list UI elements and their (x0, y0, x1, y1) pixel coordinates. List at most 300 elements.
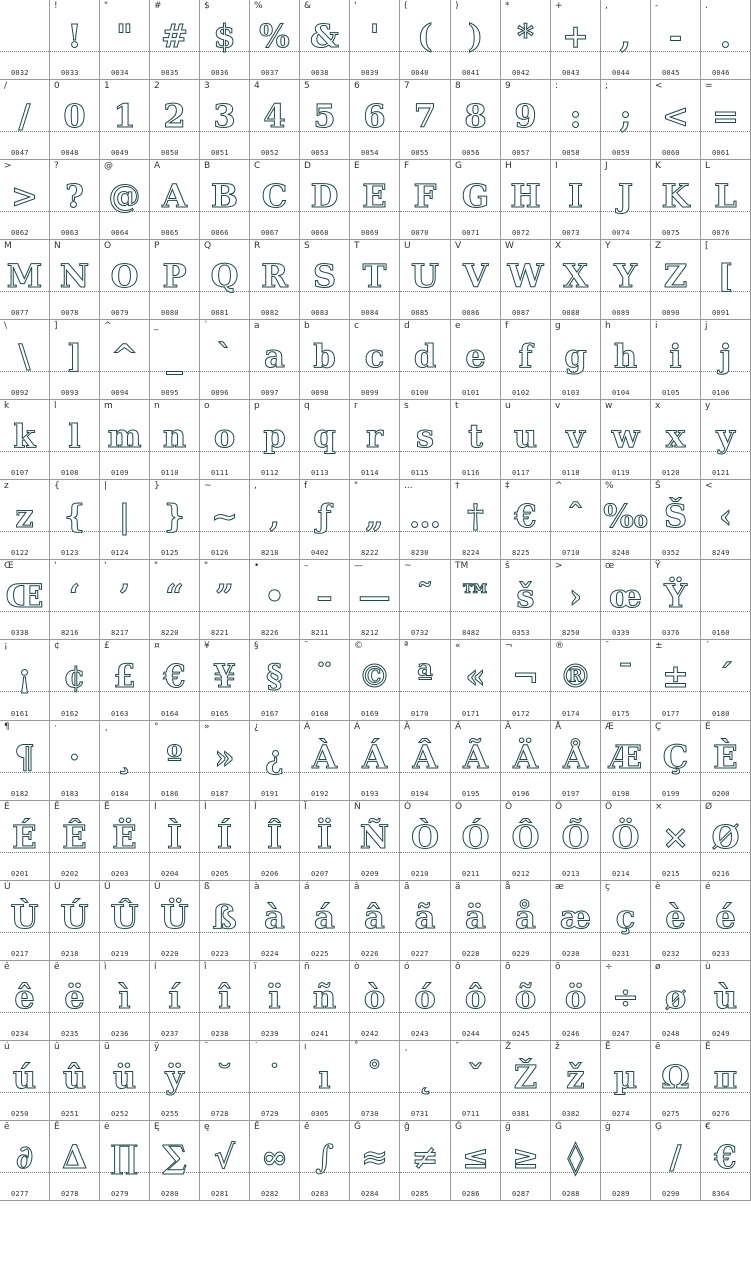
glyph-code: 0046 (712, 69, 730, 77)
glyph-code: 0244 (462, 1030, 480, 1038)
glyph-sample: i (669, 337, 682, 375)
glyph-sample: 4 (263, 97, 286, 135)
glyph-code: 0288 (562, 1190, 580, 1198)
glyph-code: 0249 (712, 1030, 730, 1038)
glyph-cell-0059 (601, 80, 651, 160)
glyph-code: 0204 (161, 870, 179, 878)
glyph-sample: ◊ (567, 1138, 584, 1176)
glyph-sample: ô (464, 978, 487, 1016)
glyph-code: 0074 (612, 229, 630, 237)
glyph-char-label: ª (404, 641, 409, 651)
glyph-cell-0062 (0, 160, 50, 240)
glyph-char-label: 2 (154, 81, 160, 91)
glyph-code: 0093 (61, 389, 79, 397)
glyph-sample: k (13, 417, 36, 455)
glyph-cell-0107 (0, 400, 50, 480)
glyph-sample: ≤ (462, 1138, 489, 1176)
glyph-code: 0305 (311, 1110, 329, 1118)
glyph-code: 0276 (712, 1110, 730, 1118)
glyph-cell-0046 (701, 0, 751, 80)
glyph-char-label: [ (705, 241, 709, 251)
glyph-cell-0086 (451, 240, 501, 320)
glyph-code: 0101 (462, 389, 480, 397)
glyph-code: 0211 (462, 870, 480, 878)
glyph-char-label: Ġ (555, 1122, 562, 1132)
glyph-char-label: Ä (505, 722, 512, 732)
glyph-sample: Ÿ (664, 577, 687, 615)
glyph-char-label: Z (655, 241, 662, 251)
glyph-char-label: Ù (4, 882, 11, 892)
glyph-code: 0287 (512, 1190, 530, 1198)
glyph-code: 0196 (512, 790, 530, 798)
glyph-code: 0096 (211, 389, 229, 397)
glyph-char-label: A (154, 161, 161, 171)
glyph-char-label: l (54, 401, 57, 411)
glyph-code: 0042 (512, 69, 530, 77)
glyph-sample: á (314, 898, 335, 936)
glyph-sample: Ö (611, 818, 640, 856)
glyph-sample: ¢ (63, 657, 86, 695)
glyph-cell-0161 (0, 640, 50, 721)
glyph-code: 0121 (712, 469, 730, 477)
glyph-cell-0056 (451, 80, 501, 160)
glyph-cell-0036 (200, 0, 250, 80)
glyph-cell-0241 (300, 961, 350, 1041)
glyph-cell-0169 (350, 640, 400, 721)
glyph-code: 0111 (211, 469, 229, 477)
glyph-code: 0280 (161, 1190, 179, 1198)
glyph-code: 8230 (411, 549, 429, 557)
glyph-cell-0249 (701, 961, 751, 1041)
glyph-cell-0177 (651, 640, 701, 721)
glyph-cell-0070 (400, 160, 451, 240)
glyph-sample: l (68, 417, 81, 455)
glyph-cell-0034 (100, 0, 150, 80)
glyph-code: 0072 (512, 229, 530, 237)
glyph-char-label: " (154, 561, 159, 571)
glyph-cell-8364 (701, 1121, 751, 1201)
glyph-char-label: k (4, 401, 10, 411)
glyph-char-label: Ö (605, 802, 613, 812)
glyph-char-label: Ĝ (354, 1122, 361, 1132)
glyph-cell-0213 (551, 801, 601, 881)
glyph-code: 0352 (662, 549, 680, 557)
glyph-code: 0068 (311, 229, 329, 237)
glyph-code: 0169 (361, 710, 379, 718)
glyph-code: 0711 (462, 1110, 480, 1118)
glyph-sample: U (411, 257, 439, 295)
glyph-code: 0077 (11, 309, 29, 317)
glyph-cell-0048 (50, 80, 100, 160)
glyph-code: 0180 (712, 710, 730, 718)
glyph-cell-0044 (601, 0, 651, 80)
glyph-char-label: f (505, 321, 509, 331)
glyph-cell-0290 (651, 1121, 701, 1201)
glyph-cell-0182 (0, 721, 50, 801)
glyph-cell-0055 (400, 80, 451, 160)
glyph-code: 0098 (311, 389, 329, 397)
glyph-sample: ∑ (162, 1138, 187, 1176)
glyph-code: 0053 (311, 149, 329, 157)
glyph-cell-0729 (250, 1041, 300, 1121)
glyph-cell-0099 (350, 320, 400, 400)
glyph-code: 0073 (562, 229, 580, 237)
glyph-sample: — (358, 577, 391, 615)
glyph-cell-0064 (100, 160, 150, 240)
glyph-char-label: H (505, 161, 512, 171)
glyph-char-label: ę (204, 1122, 210, 1132)
glyph-char-label: á (304, 882, 310, 892)
glyph-code: 0285 (411, 1190, 429, 1198)
glyph-cell-0199 (651, 721, 701, 801)
glyph-sample: é (715, 898, 736, 936)
glyph-cell-0106 (701, 320, 751, 400)
glyph-cell-0281 (200, 1121, 250, 1201)
glyph-code: 0248 (662, 1030, 680, 1038)
glyph-cell-0081 (200, 240, 250, 320)
glyph-cell-0165 (200, 640, 250, 721)
glyph-sample: 9 (514, 97, 537, 135)
glyph-cell-8226 (250, 560, 300, 640)
glyph-sample: ∂ (15, 1138, 34, 1176)
glyph-char-label: ò (354, 962, 360, 972)
glyph-sample: √ (213, 1138, 236, 1176)
glyph-char-label: û (54, 1042, 60, 1052)
glyph-sample: Ã (463, 738, 488, 776)
glyph-char-label: Â (404, 722, 411, 732)
glyph-code: 0163 (111, 710, 129, 718)
glyph-code: 0050 (161, 149, 179, 157)
glyph-code: 8216 (61, 629, 79, 637)
glyph-sample: 6 (363, 97, 386, 135)
glyph-sample: ∞ (261, 1138, 288, 1176)
glyph-code: 0063 (61, 229, 79, 237)
glyph-sample: L (714, 177, 737, 215)
glyph-sample: • (264, 577, 285, 615)
glyph-cell-0108 (50, 400, 100, 480)
glyph-cell-0067 (250, 160, 300, 240)
glyph-char-label: í (154, 962, 157, 972)
glyph-sample: M (6, 257, 43, 295)
glyph-char-label: ? (54, 161, 59, 171)
glyph-cell-0226 (350, 881, 400, 961)
glyph-sample: ó (414, 978, 436, 1016)
glyph-sample: E (362, 177, 387, 215)
glyph-code: 0195 (462, 790, 480, 798)
glyph-sample: C (261, 177, 288, 215)
glyph-cell-0223 (200, 881, 250, 961)
glyph-code: 0286 (462, 1190, 480, 1198)
glyph-code: 0171 (462, 710, 480, 718)
glyph-code: 0103 (562, 389, 580, 397)
glyph-sample: ‚ (268, 497, 281, 535)
glyph-sample: Ê (62, 818, 87, 856)
glyph-code: 0165 (211, 710, 229, 718)
glyph-sample: @ (108, 177, 141, 215)
glyph-cell-0201 (0, 801, 50, 881)
glyph-sample: u (513, 417, 538, 455)
glyph-char-label: £ (104, 641, 110, 651)
glyph-code: 0281 (211, 1190, 229, 1198)
glyph-cell-0085 (400, 240, 451, 320)
glyph-sample: v (566, 417, 585, 455)
glyph-sample: ì (118, 978, 131, 1016)
glyph-cell-0162 (50, 640, 100, 721)
glyph-sample: * (517, 17, 534, 55)
glyph-sample: 1 (113, 97, 136, 135)
glyph-cell-0100 (400, 320, 451, 400)
glyph-code: 0170 (411, 710, 429, 718)
glyph-char-label: 8 (455, 81, 461, 91)
glyph-char-label: U (404, 241, 411, 251)
glyph-char-label: ° (154, 722, 159, 732)
glyph-char-label: • (254, 561, 260, 571)
glyph-code: 0055 (411, 149, 429, 157)
glyph-code: 0213 (562, 870, 580, 878)
glyph-sample: Q (210, 257, 239, 295)
glyph-code: 0245 (512, 1030, 530, 1038)
glyph-char-label: ) (455, 1, 459, 11)
glyph-code: 0119 (612, 469, 630, 477)
glyph-code: 0070 (411, 229, 429, 237)
glyph-sample: Î (267, 818, 282, 856)
glyph-sample: € (714, 1138, 737, 1176)
glyph-code: 0732 (411, 629, 429, 637)
glyph-code: 0041 (462, 69, 480, 77)
glyph-cell-0074 (601, 160, 651, 240)
glyph-code: 0290 (662, 1190, 680, 1198)
glyph-char-label: @ (104, 161, 113, 171)
glyph-sample: / (18, 97, 31, 135)
glyph-sample: ï (268, 978, 281, 1016)
glyph-sample: ¨ (316, 657, 333, 695)
glyph-sample: © (358, 657, 391, 695)
glyph-char-label: 7 (404, 81, 410, 91)
glyph-code: 0228 (462, 950, 480, 958)
glyph-code: 0097 (261, 389, 279, 397)
glyph-cell-0233 (701, 881, 751, 961)
glyph-cell-0113 (300, 400, 350, 480)
glyph-sample: ¡ (17, 657, 32, 695)
glyph-cell-8218 (250, 480, 300, 560)
glyph-char-label: % (605, 481, 614, 491)
glyph-char-label: ı (304, 1042, 307, 1052)
glyph-cell-0289 (601, 1121, 651, 1201)
glyph-sample: å (515, 898, 536, 936)
glyph-cell-0071 (451, 160, 501, 240)
glyph-code: 0059 (612, 149, 630, 157)
glyph-char-label: ! (54, 1, 58, 11)
glyph-cell-0236 (100, 961, 150, 1041)
glyph-cell-0207 (300, 801, 350, 881)
glyph-cell-0402 (300, 480, 350, 560)
glyph-cell-0184 (100, 721, 150, 801)
glyph-sample: r (366, 417, 383, 455)
glyph-sample: † (467, 497, 484, 535)
glyph-sample: ÷ (612, 978, 639, 1016)
glyph-sample: Ë (112, 818, 137, 856)
glyph-char-label: Ñ (354, 802, 361, 812)
glyph-sample: ò (363, 978, 386, 1016)
glyph-code: 0279 (111, 1190, 129, 1198)
glyph-code: 0091 (712, 309, 730, 317)
glyph-cell-0051 (200, 80, 250, 160)
glyph-sample: { (64, 497, 85, 535)
glyph-code: 8224 (462, 549, 480, 557)
glyph-sample: ù (713, 978, 738, 1016)
glyph-cell-0042 (501, 0, 551, 80)
glyph-sample: ë (64, 978, 85, 1016)
glyph-cell-0711 (451, 1041, 501, 1121)
glyph-code: 0243 (411, 1030, 429, 1038)
glyph-cell-0110 (150, 400, 200, 480)
glyph-cell-0376 (651, 560, 701, 640)
glyph-char-label: T (354, 241, 360, 251)
glyph-sample: Ä (513, 738, 538, 776)
glyph-sample: Ø (711, 818, 740, 856)
glyph-code: 0353 (512, 629, 530, 637)
glyph-char-label: Ĕ (705, 1042, 711, 1052)
glyph-sample: b (313, 337, 336, 375)
glyph-char-label: m (104, 401, 113, 411)
glyph-sample: € (163, 657, 186, 695)
glyph-char-label: ã (404, 882, 410, 892)
glyph-cell-0078 (50, 240, 100, 320)
glyph-sample: ] (66, 337, 83, 375)
glyph-cell-0278 (50, 1121, 100, 1201)
glyph-code: 0226 (361, 950, 379, 958)
glyph-code: 0402 (311, 549, 329, 557)
glyph-code: 0104 (612, 389, 630, 397)
glyph-cell-0050 (150, 80, 200, 160)
glyph-char-label: Ï (304, 802, 307, 812)
glyph-cell-0082 (250, 240, 300, 320)
glyph-sample: a (264, 337, 285, 375)
glyph-sample: O (110, 257, 139, 295)
glyph-cell-0237 (150, 961, 200, 1041)
glyph-code: 0164 (161, 710, 179, 718)
glyph-cell-0037 (250, 0, 300, 80)
glyph-cell-0043 (551, 0, 601, 80)
glyph-cell-0244 (451, 961, 501, 1041)
glyph-cell-0088 (551, 240, 601, 320)
glyph-char-label: Ã (455, 722, 462, 732)
glyph-cell-8221 (200, 560, 250, 640)
glyph-code: 0076 (712, 229, 730, 237)
glyph-char-label: ä (455, 882, 461, 892)
glyph-cell-0096 (200, 320, 250, 400)
glyph-cell-0191 (250, 721, 300, 801)
glyph-char-label: a (254, 321, 260, 331)
glyph-char-label: ö (555, 962, 561, 972)
glyph-code: 0275 (662, 1110, 680, 1118)
glyph-cell-0280 (150, 1121, 200, 1201)
glyph-cell-0203 (100, 801, 150, 881)
glyph-sample: ú (12, 1058, 37, 1096)
glyph-sample (701, 573, 750, 619)
glyph-char-label: w (605, 401, 613, 411)
glyph-char-label: ´ (705, 641, 710, 651)
glyph-code: 0054 (361, 149, 379, 157)
glyph-char-label: D (304, 161, 311, 171)
glyph-code: 0033 (61, 69, 79, 77)
glyph-code: 0232 (662, 950, 680, 958)
glyph-cell-8224 (451, 480, 501, 560)
glyph-sample: Í (217, 818, 232, 856)
glyph-char-label: Í (204, 802, 207, 812)
glyph-cell-0234 (0, 961, 50, 1041)
glyph-char-label: 3 (204, 81, 210, 91)
glyph-code: 0241 (311, 1030, 329, 1038)
glyph-code: 0105 (662, 389, 680, 397)
glyph-char-label: t (455, 401, 459, 411)
glyph-sample: 3 (213, 97, 236, 135)
glyph-cell-0210 (400, 801, 451, 881)
glyph-cell-0205 (200, 801, 250, 881)
glyph-char-label: ğ (505, 1122, 511, 1132)
glyph-sample: ` (216, 337, 233, 375)
glyph-sample: 0 (63, 97, 86, 135)
glyph-code: 0085 (411, 309, 429, 317)
glyph-sample: ‹ (719, 497, 732, 535)
glyph-sample: ; (619, 97, 632, 135)
glyph-char-label: ě (304, 1122, 310, 1132)
glyph-cell-0252 (100, 1041, 150, 1121)
glyph-char-label: ì (104, 962, 107, 972)
glyph-sample: × (662, 818, 689, 856)
glyph-sample: ≈ (361, 1138, 388, 1176)
glyph-cell-0058 (551, 80, 601, 160)
glyph-char-label: h (605, 321, 611, 331)
glyph-cell-0122 (0, 480, 50, 560)
glyph-sample: Š (663, 497, 688, 535)
glyph-cell-0243 (400, 961, 451, 1041)
glyph-sample: ( (417, 17, 433, 55)
glyph-code: 0066 (211, 229, 229, 237)
glyph-char-label: î (204, 962, 207, 972)
glyph-cell-0285 (400, 1121, 451, 1201)
glyph-cell-0228 (451, 881, 501, 961)
glyph-sample: K (661, 177, 690, 215)
glyph-cell-0104 (601, 320, 651, 400)
glyph-sample: Ç (662, 738, 689, 776)
glyph-cell-0126 (200, 480, 250, 560)
glyph-code: 0284 (361, 1190, 379, 1198)
glyph-sample: ∏ (111, 1138, 138, 1176)
glyph-char-label: ; (605, 81, 609, 91)
glyph-sample: ~ (211, 497, 238, 535)
glyph-cell-0041 (451, 0, 501, 80)
glyph-cell-0092 (0, 320, 50, 400)
glyph-sample: R (261, 257, 288, 295)
glyph-char-label: < (705, 481, 713, 491)
glyph-char-label: Ê (54, 802, 60, 812)
glyph-char-label: Y (605, 241, 611, 251)
glyph-cell-0049 (100, 80, 150, 160)
glyph-cell-0117 (501, 400, 551, 480)
glyph-code: 0202 (61, 870, 79, 878)
glyph-code: 0108 (61, 469, 79, 477)
glyph-char-label: ï (254, 962, 257, 972)
glyph-sample: ≠ (411, 1138, 439, 1176)
glyph-char-label: ¨ (304, 641, 309, 651)
glyph-code: 0237 (161, 1030, 179, 1038)
glyph-cell-0730 (350, 1041, 400, 1121)
glyph-code: 0230 (562, 950, 580, 958)
glyph-code: 8222 (361, 549, 379, 557)
glyph-sample: ç (615, 898, 636, 936)
glyph-cell-0238 (200, 961, 250, 1041)
